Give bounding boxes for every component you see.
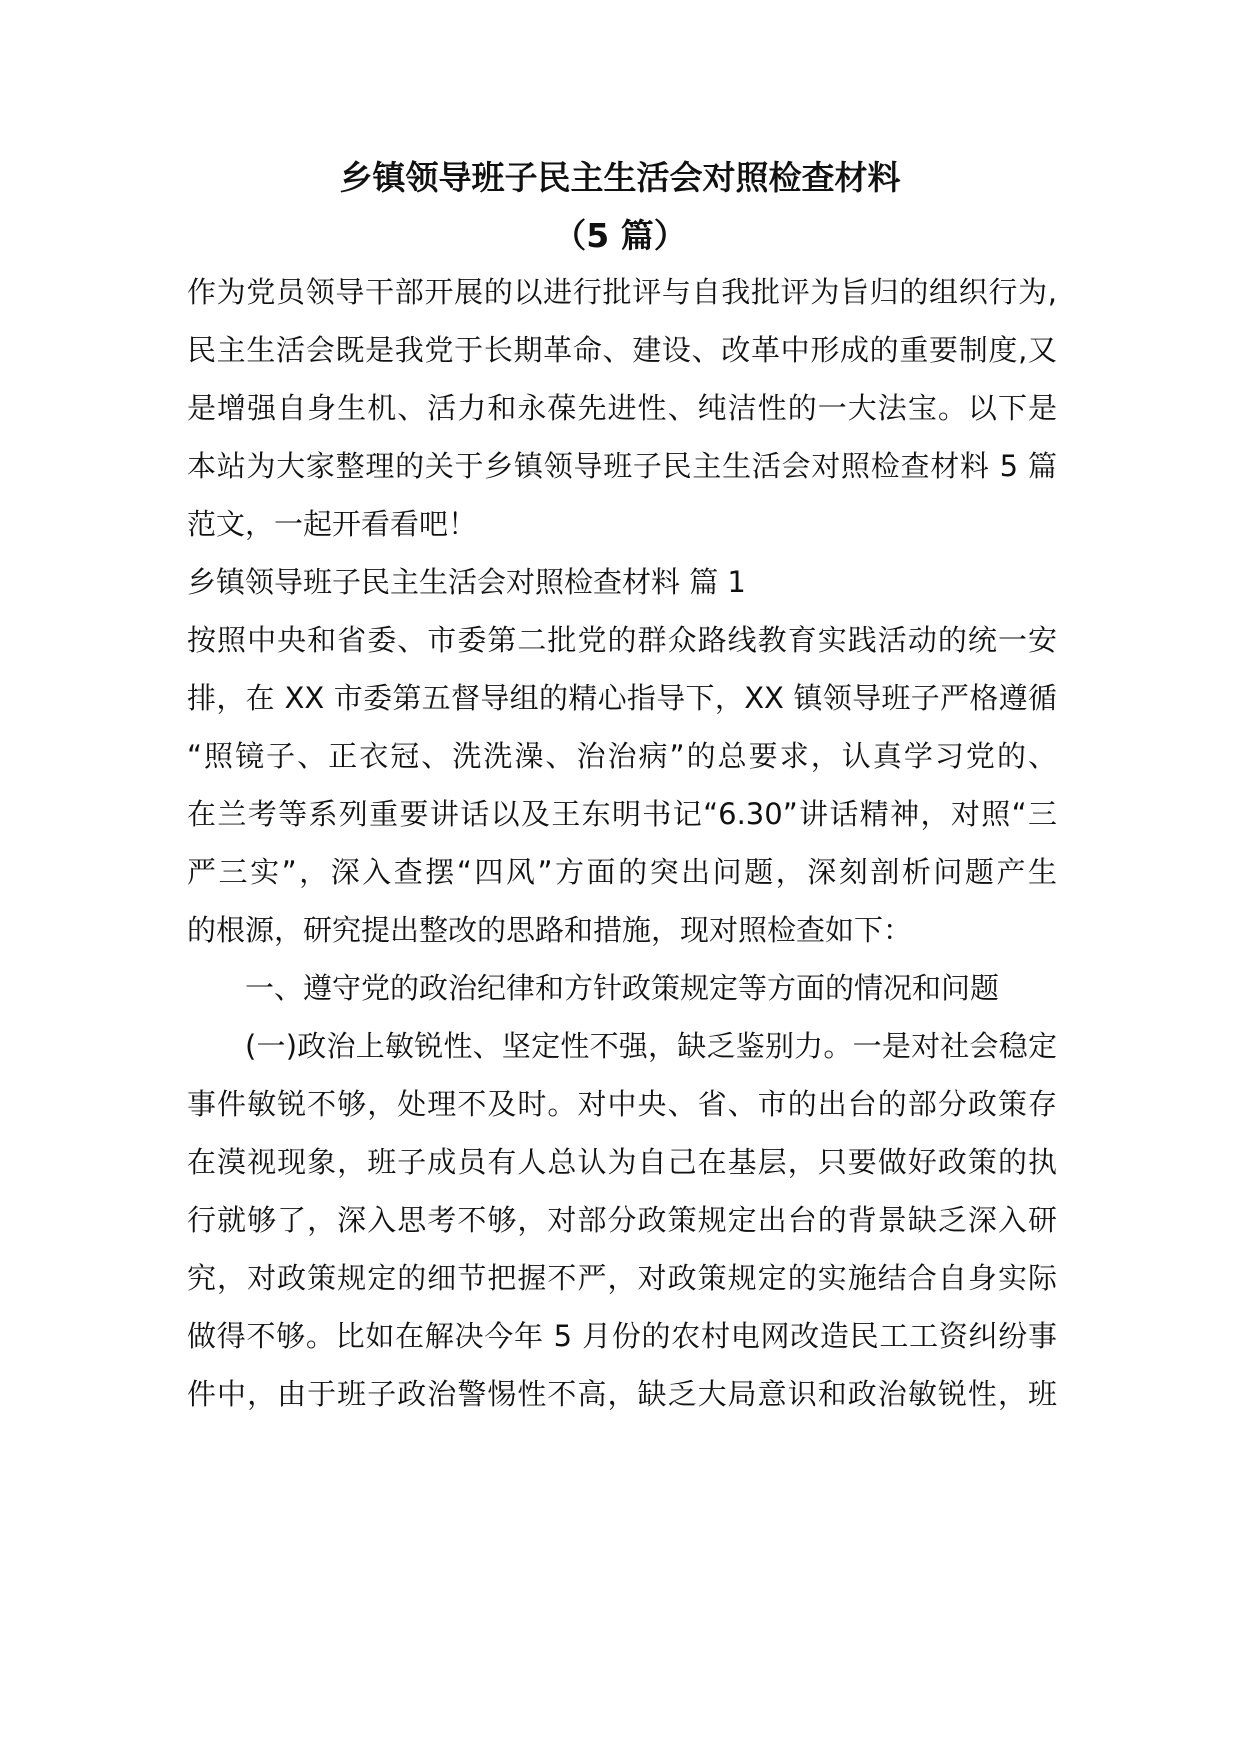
section-heading: 乡镇领导班子民主生活会对照检查材料 篇 1 — [187, 565, 746, 599]
body-line: 在漠视现象，班子成员有人总认为自己在基层，只要做好政策的执 — [187, 1145, 1057, 1179]
body-line: 的根源，研究提出整改的思路和措施，现对照检查如下： — [187, 913, 913, 947]
body-line: 行就够了，深入思考不够，对部分政策规定出台的背景缺乏深入研 — [187, 1203, 1057, 1237]
body-line: (一)政治上敏锐性、坚定性不强，缺乏鉴别力。一是对社会稳定 — [245, 1029, 1057, 1063]
body-line: “照镜子、正衣冠、洗洗澡、治治病”的总要求，认真学习党的、 — [187, 739, 1057, 773]
body-line: 排，在 XX 市委第五督导组的精心指导下，XX 镇领导班子严格遵循 — [187, 681, 1057, 715]
subsection-heading: 一、遵守党的政治纪律和方针政策规定等方面的情况和问题 — [245, 971, 1000, 1005]
body-line: 严三实”，深入查摆“四风”方面的突出问题，深刻剖析问题产生 — [187, 855, 1057, 889]
body-line: 是增强自身生机、活力和永葆先进性、纯洁性的一大法宝。以下是 — [187, 391, 1057, 425]
document-title: 乡镇领导班子民主生活会对照检查材料 — [339, 158, 901, 197]
body-line: 作为党员领导干部开展的以进行批评与自我批评为旨归的组织行为, — [187, 275, 1057, 309]
body-line: 做得不够。比如在解决今年 5 月份的农村电网改造民工工资纠纷事 — [187, 1319, 1057, 1353]
body-line: 究，对政策规定的细节把握不严，对政策规定的实施结合自身实际 — [187, 1261, 1057, 1295]
body-line: 民主生活会既是我党于长期革命、建设、改革中形成的重要制度,又 — [187, 333, 1057, 367]
body-line: 本站为大家整理的关于乡镇领导班子民主生活会对照检查材料 5 篇 — [187, 449, 1057, 483]
body-line: 按照中央和省委、市委第二批党的群众路线教育实践活动的统一安 — [187, 623, 1057, 657]
body-line: 在兰考等系列重要讲话以及王东明书记“6.30”讲话精神，对照“三 — [187, 797, 1057, 831]
body-line: 事件敏锐不够，处理不及时。对中央、省、市的出台的部分政策存 — [187, 1087, 1057, 1121]
document-subtitle: （5 篇） — [553, 216, 687, 255]
body-line: 范文，一起开看看吧！ — [187, 507, 478, 541]
body-line: 件中，由于班子政治警惕性不高，缺乏大局意识和政治敏锐性，班 — [187, 1377, 1057, 1411]
